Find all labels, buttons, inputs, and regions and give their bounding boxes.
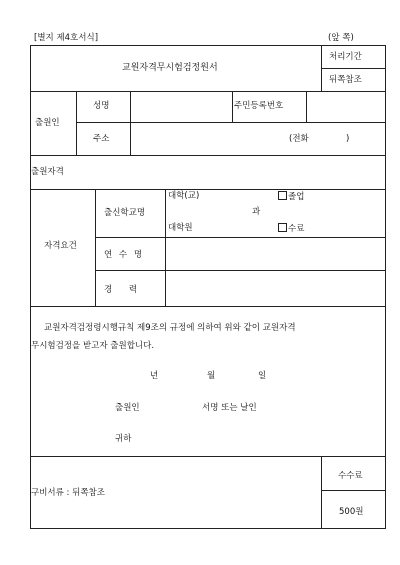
processing-left-border xyxy=(321,45,322,91)
applicant-field-divider xyxy=(130,91,131,155)
frame-top-border xyxy=(30,45,386,46)
recipient-suffix: 귀하 xyxy=(115,434,132,444)
completed-checkbox[interactable] xyxy=(278,223,287,232)
department-label: 과 xyxy=(252,207,261,217)
fee-label: 수수료 xyxy=(338,471,363,481)
month-label: 월 xyxy=(207,371,216,381)
applicant-label-divider xyxy=(76,91,77,155)
university-label: 대학(교) xyxy=(168,191,200,201)
form-title: 교원자격무시험검정원서 xyxy=(122,63,218,73)
graduated-checkbox[interactable] xyxy=(278,191,287,200)
day-label: 일 xyxy=(258,371,267,381)
frame-right-border xyxy=(385,45,386,529)
processing-divider xyxy=(321,68,386,69)
year-label: 년 xyxy=(150,371,159,381)
applicant-bottom xyxy=(30,155,386,156)
resident-label-left xyxy=(232,91,233,122)
side-note: (앞 쪽) xyxy=(328,33,354,43)
name-label: 성명 xyxy=(93,101,110,111)
qualification-bottom xyxy=(30,189,386,190)
frame-left-border xyxy=(30,45,31,529)
graduate-school-label: 대학원 xyxy=(168,223,193,233)
qualification-label: 출원자격 xyxy=(31,167,64,177)
signature-label: 서명 또는 날인 xyxy=(202,403,257,413)
fee-left-border xyxy=(321,456,322,528)
required-documents-label: 구비서류 : 뒤쪽참조 xyxy=(31,488,105,498)
career-label: 경 력 xyxy=(104,285,138,295)
years-row-bottom xyxy=(95,270,386,271)
phone-label: (전화 xyxy=(289,134,309,144)
form-number: [별지 제4호서식] xyxy=(34,33,99,43)
signer-label: 출원인 xyxy=(115,403,140,413)
requirements-bottom xyxy=(30,306,386,307)
title-row-bottom xyxy=(30,91,386,92)
resident-number-label: 주민등록번호 xyxy=(234,101,284,111)
fee-value: 500원 xyxy=(339,507,364,517)
resident-label-right xyxy=(306,91,307,122)
applicant-row-divider xyxy=(76,122,386,123)
requirements-group-label: 자격요건 xyxy=(44,241,77,251)
years-label: 연 수 명 xyxy=(104,250,145,260)
applicant-group-label: 출원인 xyxy=(35,118,60,128)
declaration-line-1: 교원자격검정령시행규칙 제9조의 규정에 의하여 위와 같이 교원자격 xyxy=(44,323,296,333)
address-label: 주소 xyxy=(93,134,110,144)
frame-bottom-border xyxy=(30,528,386,529)
processing-period-value: 뒤쪽참조 xyxy=(329,75,362,85)
completed-option[interactable] xyxy=(278,223,304,234)
requirements-label-divider xyxy=(95,189,96,306)
phone-close-paren: ) xyxy=(346,134,350,144)
graduated-option[interactable] xyxy=(278,191,304,202)
completed-option-label: 수료 xyxy=(288,224,305,234)
declaration-line-2: 무시험검정을 받고자 출원합니다. xyxy=(31,341,155,351)
processing-period-label: 처리기간 xyxy=(329,52,362,62)
graduated-option-label: 졸업 xyxy=(288,192,305,202)
fee-divider xyxy=(321,490,386,491)
requirements-field-divider xyxy=(165,189,166,306)
school-name-label: 출신학교명 xyxy=(104,208,146,218)
school-row-bottom xyxy=(95,237,386,238)
declaration-bottom xyxy=(30,456,386,457)
